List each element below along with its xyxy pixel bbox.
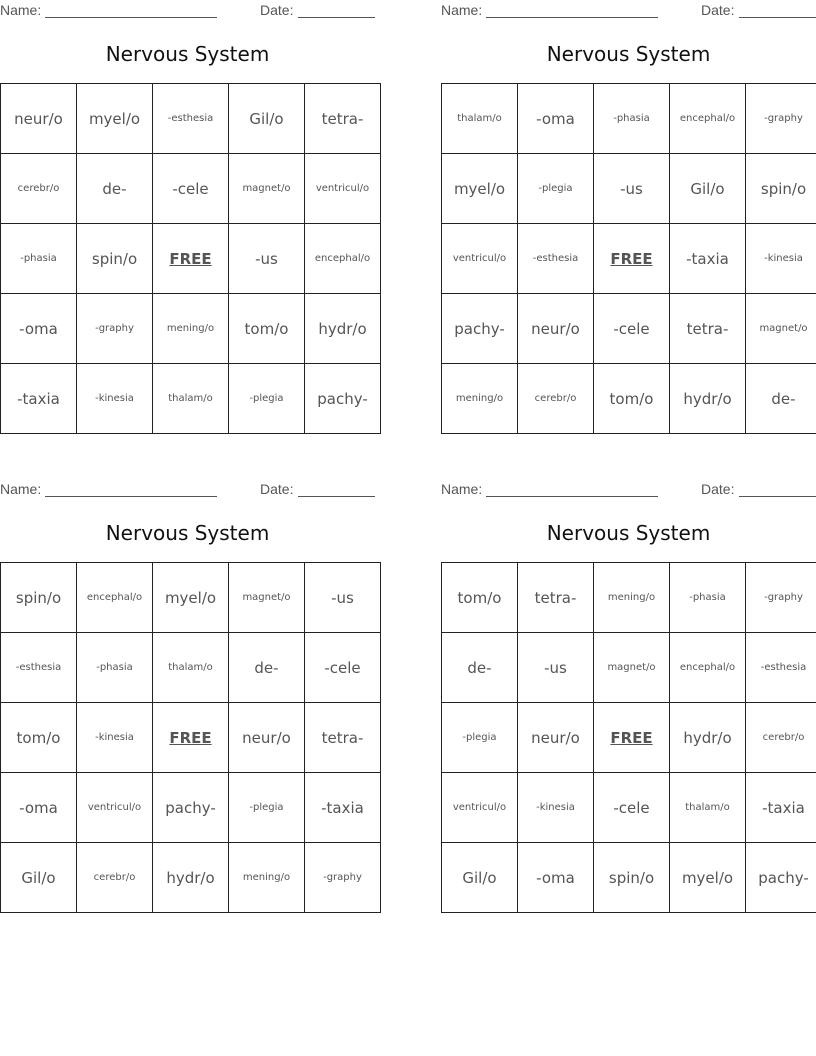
term-cell: Gil/o (670, 154, 746, 224)
date-label: Date: (701, 2, 735, 18)
term-cell: mening/o (594, 563, 670, 633)
term-cell: thalam/o (670, 773, 746, 843)
term-cell: magnet/o (594, 633, 670, 703)
term-cell: spin/o (77, 224, 153, 294)
term-cell: spin/o (1, 563, 77, 633)
name-label: Name: (441, 481, 483, 497)
term-cell: -taxia (746, 773, 816, 843)
term-cell: spin/o (594, 843, 670, 913)
term-cell: -cele (153, 154, 229, 224)
grid-row (442, 773, 816, 843)
term-cell: ventricul/o (305, 154, 381, 224)
card-header (0, 481, 375, 499)
grid-row (1, 224, 381, 294)
term-cell: -plegia (229, 364, 305, 434)
term-cell: cerebr/o (518, 364, 594, 434)
term-cell: ventricul/o (442, 773, 518, 843)
term-cell: encephal/o (77, 563, 153, 633)
date-blank (739, 496, 816, 497)
grid-row (1, 84, 381, 154)
term-cell: -esthesia (746, 633, 816, 703)
term-cell: cerebr/o (77, 843, 153, 913)
term-cell: neur/o (1, 84, 77, 154)
card-title: Nervous System (105, 42, 270, 66)
card-header (441, 2, 816, 20)
term-cell: tom/o (1, 703, 77, 773)
date-blank (739, 17, 816, 18)
date-blank (298, 17, 375, 18)
card-title: Nervous System (105, 521, 270, 545)
term-cell: pachy- (153, 773, 229, 843)
term-cell: -phasia (77, 633, 153, 703)
term-cell: -oma (518, 843, 594, 913)
grid-row (1, 563, 381, 633)
term-cell: Gil/o (442, 843, 518, 913)
term-cell: tom/o (442, 563, 518, 633)
term-cell: tetra- (305, 703, 381, 773)
term-cell: pachy- (746, 843, 816, 913)
term-cell: -phasia (594, 84, 670, 154)
term-cell: de- (229, 633, 305, 703)
term-cell: Gil/o (1, 843, 77, 913)
name-label: Name: (0, 2, 42, 18)
bingo-grid (441, 83, 816, 434)
grid-row (442, 294, 816, 364)
term-cell: tetra- (305, 84, 381, 154)
term-cell: pachy- (305, 364, 381, 434)
grid-row (1, 633, 381, 703)
term-cell: -kinesia (77, 703, 153, 773)
term-cell: -taxia (305, 773, 381, 843)
term-cell: encephal/o (305, 224, 381, 294)
term-cell: -phasia (670, 563, 746, 633)
term-cell: de- (746, 364, 816, 434)
term-cell: tetra- (518, 563, 594, 633)
term-cell: -cele (305, 633, 381, 703)
term-cell: de- (442, 633, 518, 703)
grid-row (442, 633, 816, 703)
term-cell: -cele (594, 773, 670, 843)
bingo-card (0, 0, 375, 440)
term-cell: -plegia (229, 773, 305, 843)
grid-row (442, 843, 816, 913)
date-label: Date: (701, 481, 735, 497)
term-cell: -phasia (1, 224, 77, 294)
term-cell: mening/o (153, 294, 229, 364)
term-cell: -plegia (518, 154, 594, 224)
bingo-grid (0, 562, 381, 913)
term-cell: thalam/o (153, 364, 229, 434)
term-cell: -us (229, 224, 305, 294)
term-cell: magnet/o (229, 154, 305, 224)
term-cell: cerebr/o (1, 154, 77, 224)
name-label: Name: (441, 2, 483, 18)
free-space-cell: FREE (594, 224, 670, 294)
term-cell: thalam/o (153, 633, 229, 703)
free-space-cell: FREE (594, 703, 670, 773)
card-header (441, 481, 816, 499)
term-cell: -us (518, 633, 594, 703)
grid-row (1, 843, 381, 913)
name-blank (486, 496, 658, 497)
term-cell: thalam/o (442, 84, 518, 154)
date-blank (298, 496, 375, 497)
term-cell: cerebr/o (746, 703, 816, 773)
term-cell: hydr/o (153, 843, 229, 913)
free-space-cell: FREE (153, 703, 229, 773)
term-cell: pachy- (442, 294, 518, 364)
term-cell: encephal/o (670, 633, 746, 703)
term-cell: -plegia (442, 703, 518, 773)
term-cell: -oma (1, 294, 77, 364)
name-blank (45, 496, 217, 497)
term-cell: -taxia (670, 224, 746, 294)
grid-row (442, 84, 816, 154)
term-cell: -oma (1, 773, 77, 843)
term-cell: -graphy (305, 843, 381, 913)
term-cell: tom/o (594, 364, 670, 434)
term-cell: neur/o (518, 294, 594, 364)
term-cell: mening/o (229, 843, 305, 913)
term-cell: hydr/o (670, 364, 746, 434)
term-cell: -kinesia (746, 224, 816, 294)
date-label: Date: (260, 2, 294, 18)
term-cell: magnet/o (229, 563, 305, 633)
term-cell: hydr/o (670, 703, 746, 773)
card-title: Nervous System (546, 42, 711, 66)
term-cell: -oma (518, 84, 594, 154)
grid-row (1, 773, 381, 843)
grid-row (442, 224, 816, 294)
term-cell: -graphy (746, 563, 816, 633)
grid-row (442, 364, 816, 434)
term-cell: neur/o (518, 703, 594, 773)
name-label: Name: (0, 481, 42, 497)
term-cell: -kinesia (518, 773, 594, 843)
term-cell: myel/o (442, 154, 518, 224)
term-cell: -esthesia (153, 84, 229, 154)
card-title: Nervous System (546, 521, 711, 545)
term-cell: ventricul/o (442, 224, 518, 294)
bingo-card (0, 479, 375, 919)
name-blank (45, 17, 217, 18)
date-label: Date: (260, 481, 294, 497)
term-cell: tom/o (229, 294, 305, 364)
term-cell: myel/o (77, 84, 153, 154)
term-cell: hydr/o (305, 294, 381, 364)
term-cell: -cele (594, 294, 670, 364)
bingo-grid (0, 83, 381, 434)
term-cell: mening/o (442, 364, 518, 434)
term-cell: ventricul/o (77, 773, 153, 843)
free-space-cell: FREE (153, 224, 229, 294)
name-blank (486, 17, 658, 18)
term-cell: encephal/o (670, 84, 746, 154)
term-cell: myel/o (153, 563, 229, 633)
term-cell: de- (77, 154, 153, 224)
term-cell: Gil/o (229, 84, 305, 154)
grid-row (442, 154, 816, 224)
grid-row (1, 703, 381, 773)
term-cell: magnet/o (746, 294, 816, 364)
grid-row (442, 703, 816, 773)
bingo-card (441, 479, 816, 919)
grid-row (442, 563, 816, 633)
bingo-grid (441, 562, 816, 913)
term-cell: -taxia (1, 364, 77, 434)
card-header (0, 2, 375, 20)
grid-row (1, 294, 381, 364)
bingo-card (441, 0, 816, 440)
term-cell: -esthesia (518, 224, 594, 294)
term-cell: -us (305, 563, 381, 633)
term-cell: myel/o (670, 843, 746, 913)
term-cell: tetra- (670, 294, 746, 364)
term-cell: -graphy (746, 84, 816, 154)
term-cell: -kinesia (77, 364, 153, 434)
term-cell: -us (594, 154, 670, 224)
term-cell: spin/o (746, 154, 816, 224)
term-cell: -graphy (77, 294, 153, 364)
term-cell: -esthesia (1, 633, 77, 703)
grid-row (1, 364, 381, 434)
grid-row (1, 154, 381, 224)
term-cell: neur/o (229, 703, 305, 773)
